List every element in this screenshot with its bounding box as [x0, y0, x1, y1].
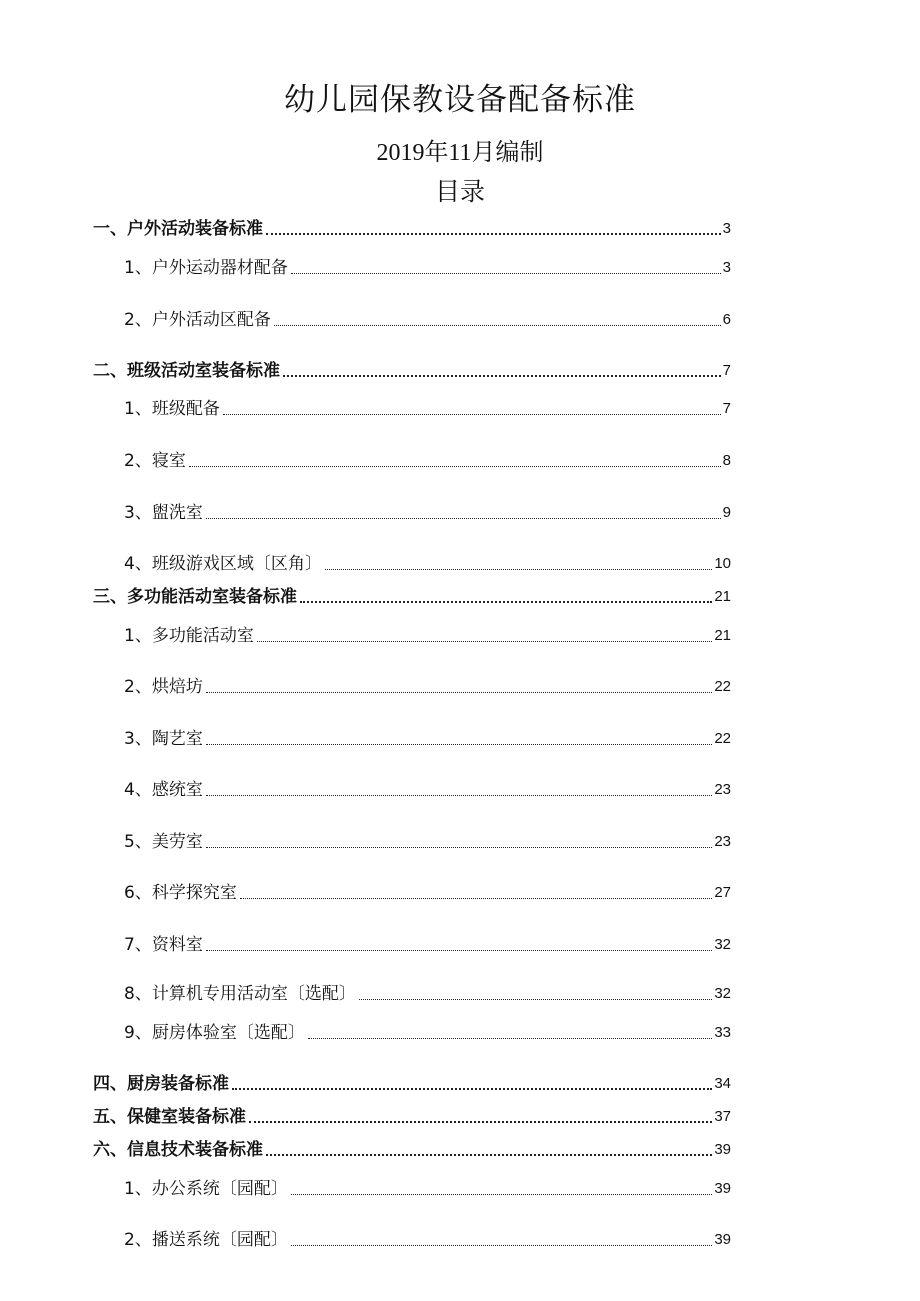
- toc-dot-leader: [291, 1245, 712, 1246]
- toc-entry-page: 33: [714, 1024, 731, 1041]
- toc-entry-number: 1、: [124, 399, 152, 419]
- toc-entry-page: 3: [722, 259, 731, 276]
- toc-entry-page: 39: [714, 1180, 731, 1197]
- toc-entry-page: 7: [722, 362, 731, 379]
- toc-entry-page: 7: [722, 400, 731, 417]
- toc-entry-subsection[interactable]: [124, 501, 731, 525]
- toc-entry-label: 班级活动室装备标准: [127, 361, 280, 381]
- toc-dot-leader: [189, 466, 721, 467]
- toc-dot-leader: [359, 999, 712, 1000]
- toc-entry-subsection[interactable]: [124, 308, 731, 332]
- toc-entry-label: 户外活动装备标准: [127, 219, 263, 239]
- toc-entry-label: 户外运动器材配备: [151, 258, 288, 278]
- toc-dot-leader: [308, 1038, 712, 1039]
- toc-entry-label: 厨房装备标准: [127, 1074, 229, 1094]
- toc-entry-number: 一、: [93, 219, 127, 239]
- toc-dot-leader: [300, 601, 712, 603]
- toc-entry-page: 3: [722, 220, 731, 237]
- toc-entry-label: 保健室装备标准: [127, 1107, 246, 1127]
- document-subtitle: 2019年11月编制: [376, 140, 544, 166]
- toc-entry-page: 21: [714, 588, 731, 605]
- toc-dot-leader: [206, 847, 712, 848]
- toc-entry-label: 厨房体验室〔选配〕: [151, 1023, 305, 1043]
- toc-entry-number: 4、: [124, 780, 152, 800]
- toc-entry-subsection[interactable]: [124, 552, 731, 576]
- toc-entry-label: 多功能活动室装备标准: [127, 587, 297, 607]
- toc-entry-number: 7、: [124, 935, 152, 955]
- toc-dot-leader: [291, 1194, 712, 1195]
- toc-entry-page: 39: [714, 1141, 731, 1158]
- toc-entry-label: 班级配备: [151, 399, 220, 419]
- toc-entry-subsection[interactable]: [124, 1228, 731, 1252]
- toc-entry-page: 22: [714, 678, 731, 695]
- toc-entry-number: 三、: [93, 587, 127, 607]
- toc-entry-label: 烘焙坊: [151, 677, 203, 697]
- toc-dot-leader: [206, 950, 712, 951]
- toc-entry-subsection[interactable]: [124, 1021, 731, 1045]
- toc-entry-label: 多功能活动室: [151, 626, 254, 646]
- toc-entry-label: 班级游戏区域〔区角〕: [151, 554, 322, 574]
- toc-entry-subsection[interactable]: [124, 449, 731, 473]
- toc-entry-label: 陶艺室: [151, 729, 203, 749]
- toc-dot-leader: [206, 518, 721, 519]
- toc-entry-number: 2、: [124, 310, 152, 330]
- toc-dot-leader: [240, 898, 712, 899]
- toc-entry-label: 盥洗室: [151, 503, 203, 523]
- toc-dot-leader: [223, 414, 721, 415]
- toc-entry-number: 3、: [124, 729, 152, 749]
- toc-entry-section-3[interactable]: [93, 585, 731, 609]
- toc-entry-number: 2、: [124, 1230, 152, 1250]
- toc-dot-leader: [249, 1121, 712, 1123]
- toc-entry-number: 六、: [93, 1140, 127, 1160]
- toc-entry-number: 1、: [124, 258, 152, 278]
- toc-entry-subsection[interactable]: [124, 933, 731, 957]
- toc-entry-number: 二、: [93, 361, 127, 381]
- toc-entry-label: 办公系统〔园配〕: [151, 1179, 288, 1199]
- toc-dot-leader: [206, 744, 712, 745]
- toc-dot-leader: [291, 273, 721, 274]
- toc-entry-label: 寝室: [151, 451, 186, 471]
- toc-entry-page: 22: [714, 730, 731, 747]
- toc-dot-leader: [266, 233, 721, 235]
- toc-entry-number: 5、: [124, 832, 152, 852]
- toc-entry-subsection[interactable]: [124, 778, 731, 802]
- toc-entry-number: 9、: [124, 1023, 152, 1043]
- toc-heading: 目录: [434, 177, 485, 206]
- toc-entry-subsection[interactable]: [124, 624, 731, 648]
- toc-entry-number: 4、: [124, 554, 152, 574]
- toc-dot-leader: [325, 569, 712, 570]
- toc-entry-label: 信息技术装备标准: [127, 1140, 263, 1160]
- toc-entry-label: 美劳室: [151, 832, 203, 852]
- toc-entry-subsection[interactable]: [124, 675, 731, 699]
- toc-dot-leader: [206, 795, 712, 796]
- toc-entry-subsection[interactable]: [124, 727, 731, 751]
- toc-entry-subsection[interactable]: [124, 256, 731, 280]
- toc-entry-label: 户外活动区配备: [151, 310, 271, 330]
- toc-entry-number: 五、: [93, 1107, 127, 1127]
- toc-entry-page: 21: [714, 627, 731, 644]
- toc-entry-page: 32: [714, 985, 731, 1002]
- toc-entry-section-2[interactable]: [93, 359, 731, 383]
- toc-entry-number: 1、: [124, 626, 152, 646]
- toc-entry-page: 34: [714, 1075, 731, 1092]
- toc-entry-section-6[interactable]: [93, 1138, 731, 1162]
- toc-entry-subsection[interactable]: [124, 982, 731, 1006]
- toc-entry-label: 播送系统〔园配〕: [151, 1230, 288, 1250]
- toc-entry-subsection[interactable]: [124, 830, 731, 854]
- toc-entry-page: 23: [714, 781, 731, 798]
- toc-entry-label: 资料室: [151, 935, 203, 955]
- toc-entry-number: 3、: [124, 503, 152, 523]
- toc-entry-label: 科学探究室: [151, 883, 237, 903]
- toc-entry-page: 10: [714, 555, 731, 572]
- toc-entry-page: 39: [714, 1231, 731, 1248]
- toc-dot-leader: [206, 692, 712, 693]
- toc-entry-section-1[interactable]: [93, 217, 731, 241]
- toc-entry-number: 四、: [93, 1074, 127, 1094]
- toc-entry-section-5[interactable]: [93, 1105, 731, 1129]
- toc-dot-leader: [266, 1154, 712, 1156]
- toc-entry-label: 计算机专用活动室〔选配〕: [151, 984, 356, 1004]
- document-title: 幼儿园保教设备配备标准: [284, 82, 636, 118]
- toc-entry-page: 27: [714, 884, 731, 901]
- toc-dot-leader: [274, 325, 721, 326]
- toc-entry-subsection[interactable]: [124, 1177, 731, 1201]
- toc-entry-page: 8: [722, 452, 731, 469]
- toc-entry-label: 感统室: [151, 780, 203, 800]
- toc-dot-leader: [232, 1088, 712, 1090]
- toc-dot-leader: [257, 641, 712, 642]
- toc-entry-page: 23: [714, 833, 731, 850]
- toc-entry-page: 37: [714, 1108, 731, 1125]
- toc-entry-number: 2、: [124, 451, 152, 471]
- toc-entry-number: 8、: [124, 984, 152, 1004]
- toc-entry-page: 32: [714, 936, 731, 953]
- toc-entry-number: 1、: [124, 1179, 152, 1199]
- toc-entry-page: 9: [722, 504, 731, 521]
- toc-entry-number: 2、: [124, 677, 152, 697]
- toc-dot-leader: [283, 375, 721, 377]
- toc-entry-number: 6、: [124, 883, 152, 903]
- toc-entry-page: 6: [722, 311, 731, 328]
- toc-entry-subsection[interactable]: [124, 397, 731, 421]
- toc-entry-subsection[interactable]: [124, 881, 731, 905]
- toc-entry-section-4[interactable]: [93, 1072, 731, 1096]
